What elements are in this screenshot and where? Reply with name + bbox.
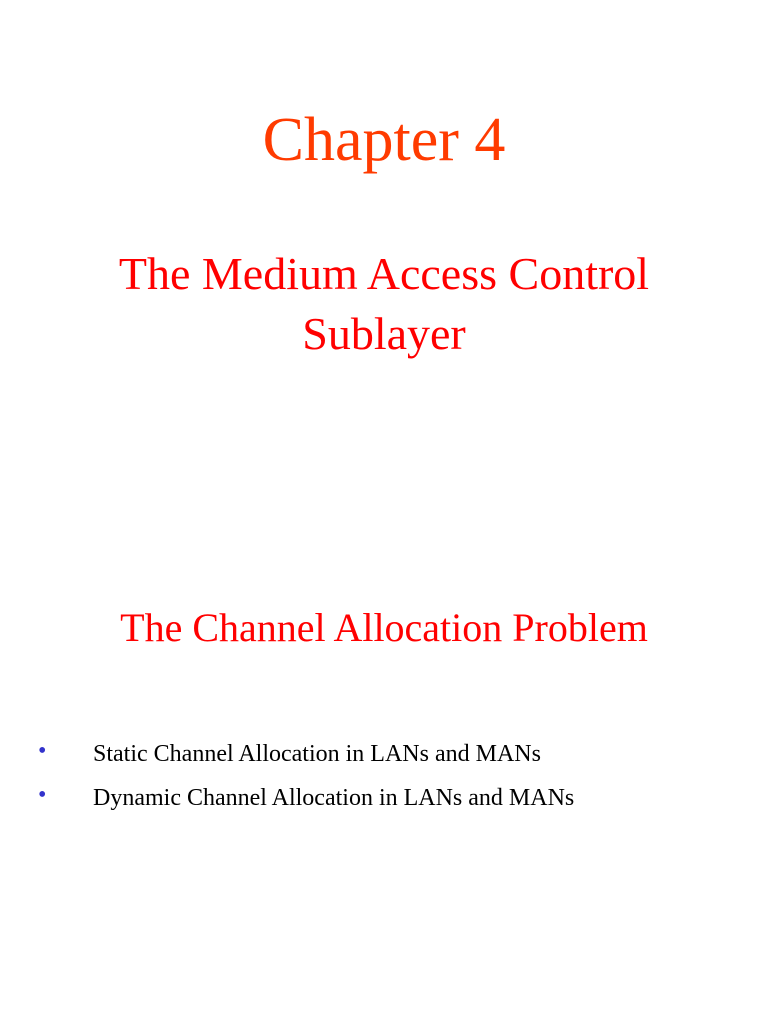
bullet-text: Dynamic Channel Allocation in LANs and MANs [93, 785, 575, 811]
list-item [0, 734, 768, 778]
subtitle [0, 244, 768, 364]
list-item [0, 778, 768, 822]
bullet-icon: • [38, 782, 47, 808]
bullet-list [0, 734, 768, 822]
subtitle-line-2: Sublayer [302, 308, 466, 359]
section-heading: The Channel Allocation Problem [120, 605, 648, 650]
bullet-text: Static Channel Allocation in LANs and MANs [93, 741, 541, 767]
subtitle-line-1: The Medium Access Control [118, 248, 650, 299]
chapter-title: Chapter 4 [262, 106, 506, 174]
bullet-icon: • [38, 738, 47, 764]
